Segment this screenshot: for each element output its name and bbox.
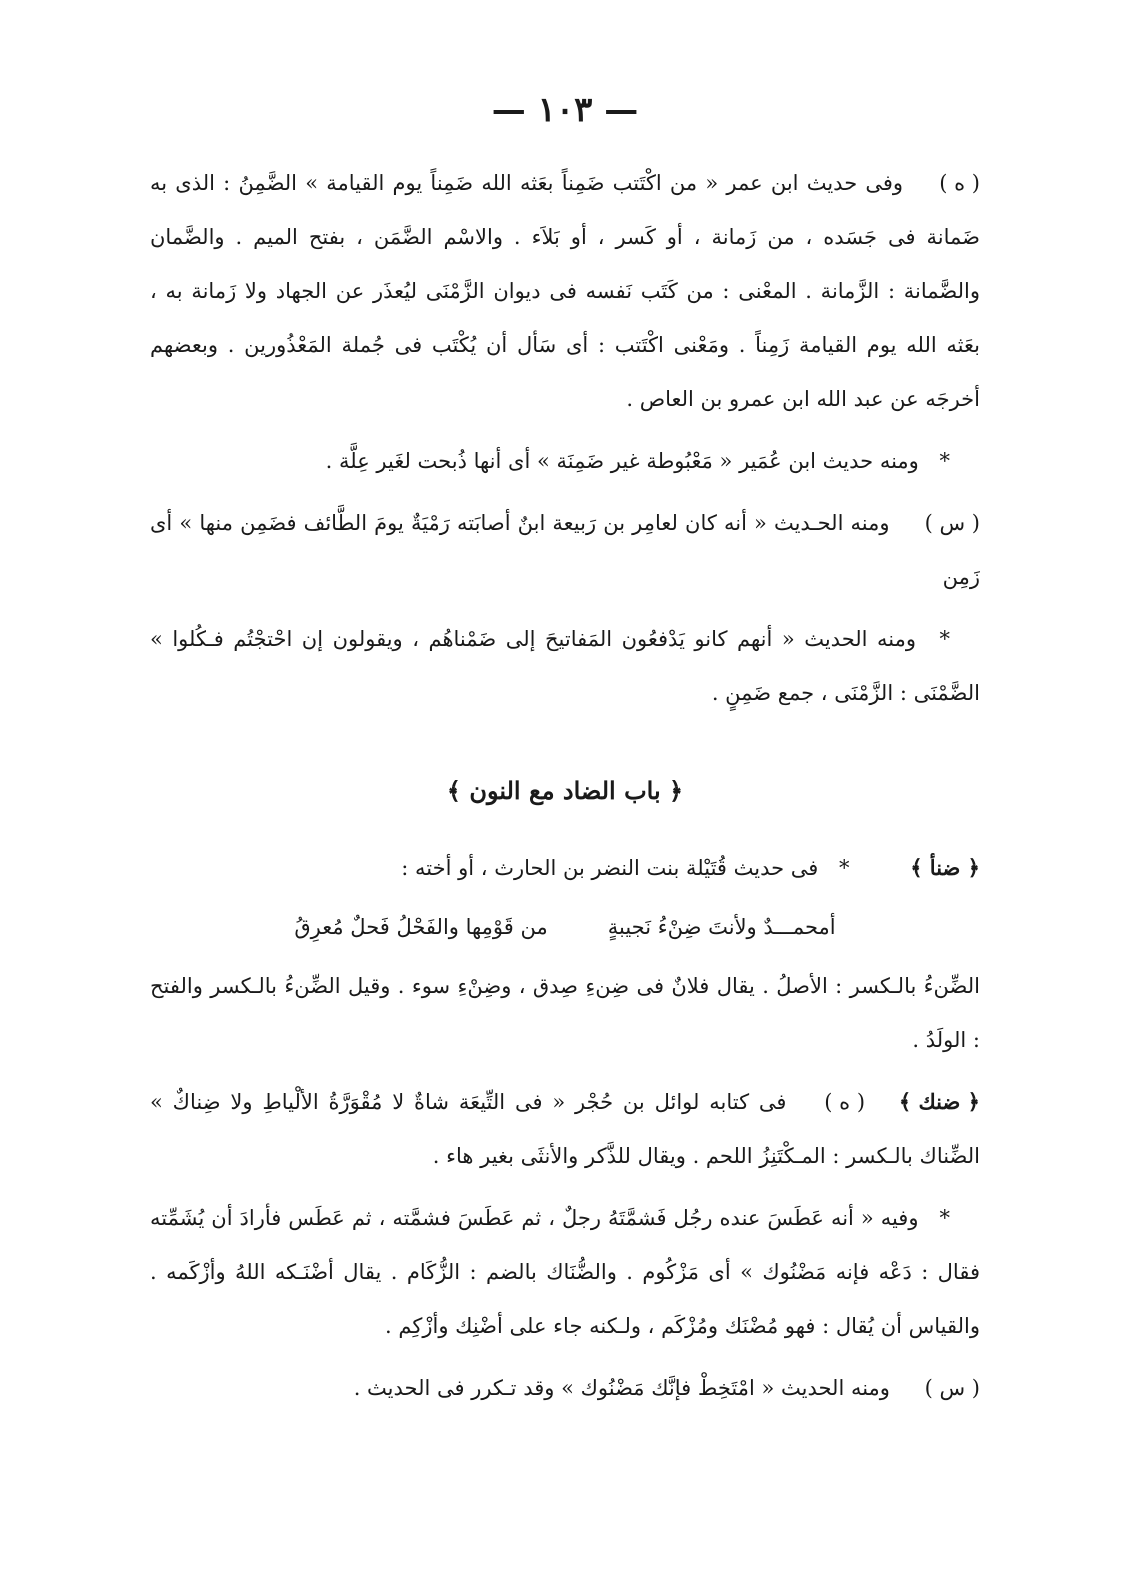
entry-paragraph [150,496,980,604]
star-marker: * [939,449,950,473]
entry-text: وفى حديث ابن عمر « من اكْتَتب ضَمِناً بعَثه الله ضَمِناً يوم القيامة » الضَّمِنُ : الذى به ضَمانة فى جَسَده ، من زَمانة ، أو كَسر ، أو بَلاَء . والاسْم الضَّمَن ، بفتح الميم . والضَّمان والضَّمانة : الزَّمانة . المعْنى : من كَتَب نَفسه فى ديوان الزَّمْنَى ليُعذَر عن الجهاد ولا زَمانة به ، بعَثه الله يوم القيامة زَمِناً . ومَعْنى اكْتَتب : أى سَأل أن يُكْتَب فى جُملة المَعْذُورين . وبعضهم أخرجَه عن عبد الله ابن عمرو بن العاص . [150,171,980,411]
entry-headword: ﴿ ضنك ﴾ [898,1089,980,1114]
entry-text: ومنه الحديث « أنهم كانو يَدْفعُون المَفاتيحَ إلى ضَمْناهُم ، ويقولون إن احْتجْتُم فـكُلوا » الضَّمْنَى : الزَّمْنَى ، جمع ضَمِنٍ . [150,627,980,705]
entry-paragraph [150,434,980,488]
star-marker: * [839,856,850,880]
entry-text: ومنه الحديث « امْتَخِطْ فإنَّك مَضْنُوك » وقد تـكرر فى الحديث . [353,1376,890,1400]
source-marker: ( س ) [924,511,980,535]
source-marker: ( ه ) [939,171,980,195]
verse-first-hemistich: أمحمـــدٌ ولأنتَ ضِنْءُ نَجيبةٍ [607,915,836,939]
entry-paragraph [150,959,980,1067]
page-number: — ١٠٣ — [491,90,639,130]
entry-text: ومنه الحـديث « أنه كان لعامِر بن رَبيعة ابنٌ أصابَته رَمْيَةٌ يومَ الطَّائف فضَمِن منها » أى زَمِن [150,511,980,589]
entry-text: وفيه « أنه عَطَسَ عنده رجُل فَشمَّتَهُ رجلٌ ، ثم عَطَسَ فشمَّته ، ثم عَطَس فأرادَ أن يُشَمِّته فقال : دَعْه فإنه مَضْنُوك » أى مَزْكُوم . والضُّنَاك بالضم : الزُّكَام . يقال أضْنَـكه اللهُ وأزْكَمه . والقياس أن يُقال : فهو مُضْنَك ومُزْكَم ، ولـكنه جاء على أضْنِك وأزْكِم . [150,1206,980,1338]
entry-paragraph [150,1075,980,1183]
source-marker: ( ه ) [824,1090,866,1114]
entry-paragraph [150,156,980,426]
entry-paragraph [150,1191,980,1353]
source-marker: ( س ) [924,1376,980,1400]
entry-text: فى كتابه لوائل بن حُجْر « فى التِّيعَة شاةٌ لا مُقْوَرَّةُ الألْياطِ ولا ضِناكٌ » الضِّناك بالـكسر : المـكْتَنِزُ اللحم . ويقال للذَّكر والأنثَى بغير هاء . [150,1090,980,1168]
star-marker: * [939,627,950,651]
star-marker: * [939,1206,950,1230]
verse-second-hemistich: من قَوْمِها والفَحْلُ فَحلٌ مُعرِقُ [294,915,548,939]
entry-headword: ﴿ ضنأ ﴾ [910,855,980,880]
entry-text: فى حديث قُتَيْلة بنت النضر بن الحارث ، أو أخته : [401,856,819,880]
section-heading: ﴿ باب الضاد مع النون ﴾ [446,776,684,805]
entry-text: الضِّنءُ بالـكسر : الأصلُ . يقال فلانٌ فى ضِنءِ صِدق ، وضِنْءِ سوء . وقيل الضِّنءُ بالـكسر والفتح : الولَدُ . [150,974,980,1052]
entry-paragraph [150,1361,980,1415]
entry-paragraph [150,612,980,720]
entry-text: ومنه حديث ابن عُمَير « مَعْبُوطة غير ضَمِنَة » أى أنها ذُبحت لغَير عِلَّة . [325,449,919,473]
poem-verse [150,903,980,951]
entry-paragraph [150,841,980,895]
document-page [150,80,980,1423]
